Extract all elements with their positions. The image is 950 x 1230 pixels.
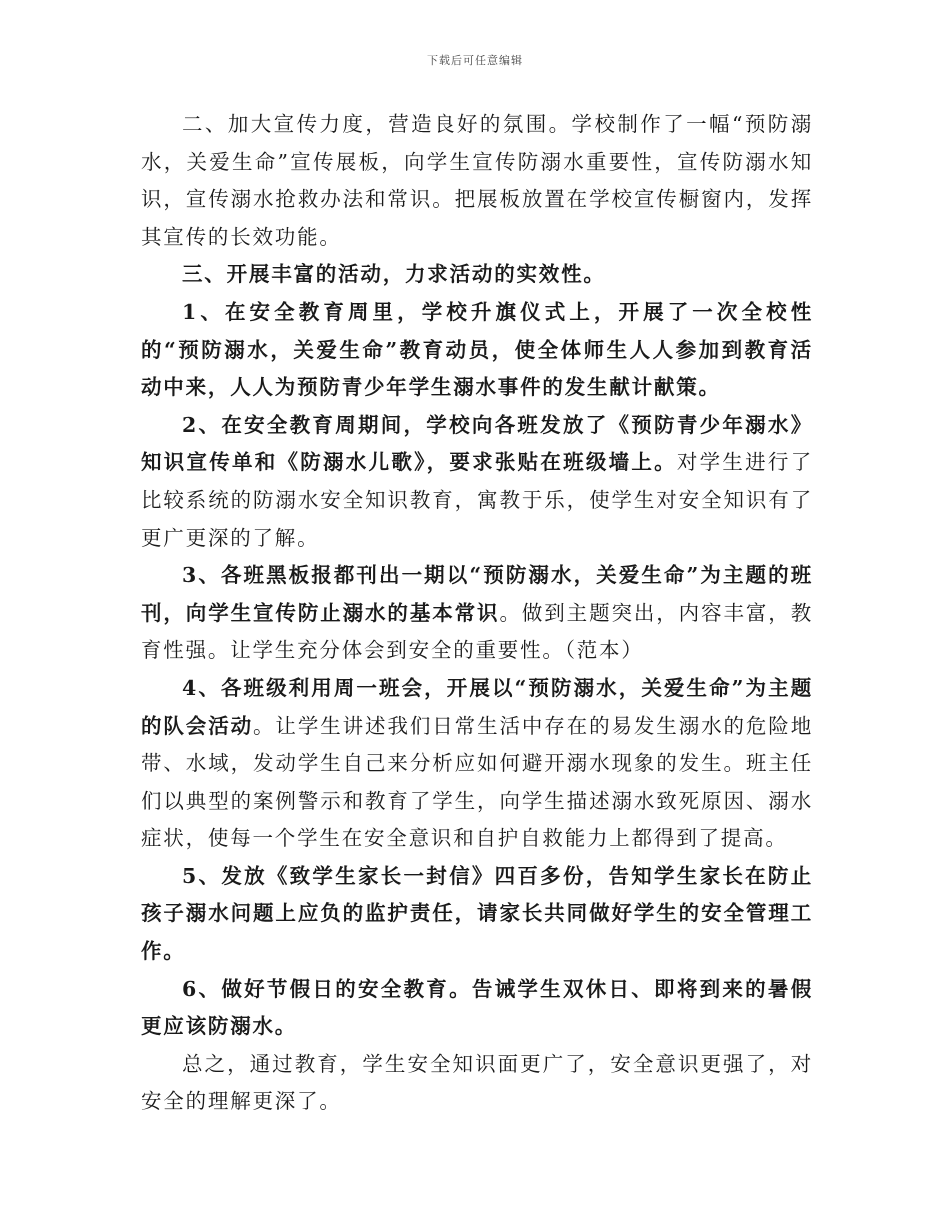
plain-text: 对学生进行了比较系统的防溺水安全知识教育，寓教于乐，使学生对安全知识有了更广更深的了解。	[141, 450, 813, 550]
paragraph-item-1	[141, 294, 813, 407]
bold-text: 1、在安全教育周里，学校升旗仪式上，开展了一次全校性的“预防溺水，关爱生命”教育动员，使全体师生人人参加到教育活动中来，人人为预防青少年学生溺水事件的发生献计献策。	[141, 299, 813, 400]
bold-text: 3、各班黑板报都刊出一期以“预防溺水，关爱生命”为主题的班刊，向学生宣传防止溺水的基本常识	[141, 563, 813, 625]
plain-text: 。做到主题突出，内容丰富，教育性强。让学生充分体会到安全的重要性。（范本）	[141, 600, 813, 663]
document-body	[141, 106, 813, 1121]
paragraph-publicity	[141, 106, 813, 256]
paragraph-summary	[141, 1046, 813, 1121]
paragraph-item-6	[141, 971, 813, 1046]
plain-text: 。让学生讲述我们日常生活中存在的易发生溺水的危险地带、水域，发动学生自己来分析应如何避开溺水现象的发生。班主任们以典型的案例警示和教育了学生，向学生描述溺水致死原因、溺水症状，使每一个学生在安全意识和自护自救能力上都得到了提高。	[141, 713, 814, 851]
paragraph-item-2	[141, 407, 813, 557]
bold-text: 6、做好节假日的安全教育。告诫学生双休日、即将到来的暑假更应该防溺水。	[141, 976, 813, 1039]
paragraph-text: 二、加大宣传力度，营造良好的氛围。学校制作了一幅“预防溺水，关爱生命”宣传展板，向学生宣传防溺水重要性，宣传防溺水知识，宣传溺水抢救办法和常识。把展板放置在学校宣传橱窗内，发挥其宣传的长效功能。	[141, 112, 813, 249]
bold-text: 5、发放《致学生家长一封信》四百多份，告知学生家长在防止孩子溺水问题上应负的监护责任，请家长共同做好学生的安全管理工作。	[141, 863, 813, 964]
paragraph-item-4	[141, 670, 813, 858]
heading-text: 三、开展丰富的活动，力求活动的实效性。	[182, 262, 606, 287]
page-header: 下载后可任意编辑	[427, 54, 523, 67]
paragraph-text: 总之，通过教育，学生安全知识面更广了，安全意识更强了，对安全的理解更深了。	[141, 1051, 813, 1114]
bold-text: 2、在安全教育周期间，学校向各班发放了《预防青少年溺水》知识宣传单和《防溺水儿歌》，要求张贴在班级墙上。	[141, 412, 813, 475]
paragraph-item-5	[141, 858, 813, 971]
paragraph-item-3	[141, 557, 813, 670]
paragraph-activities-heading	[141, 256, 813, 294]
bold-text: 4、各班级利用周一班会，开展以“预防溺水，关爱生命”为主题的队会活动	[141, 675, 813, 738]
